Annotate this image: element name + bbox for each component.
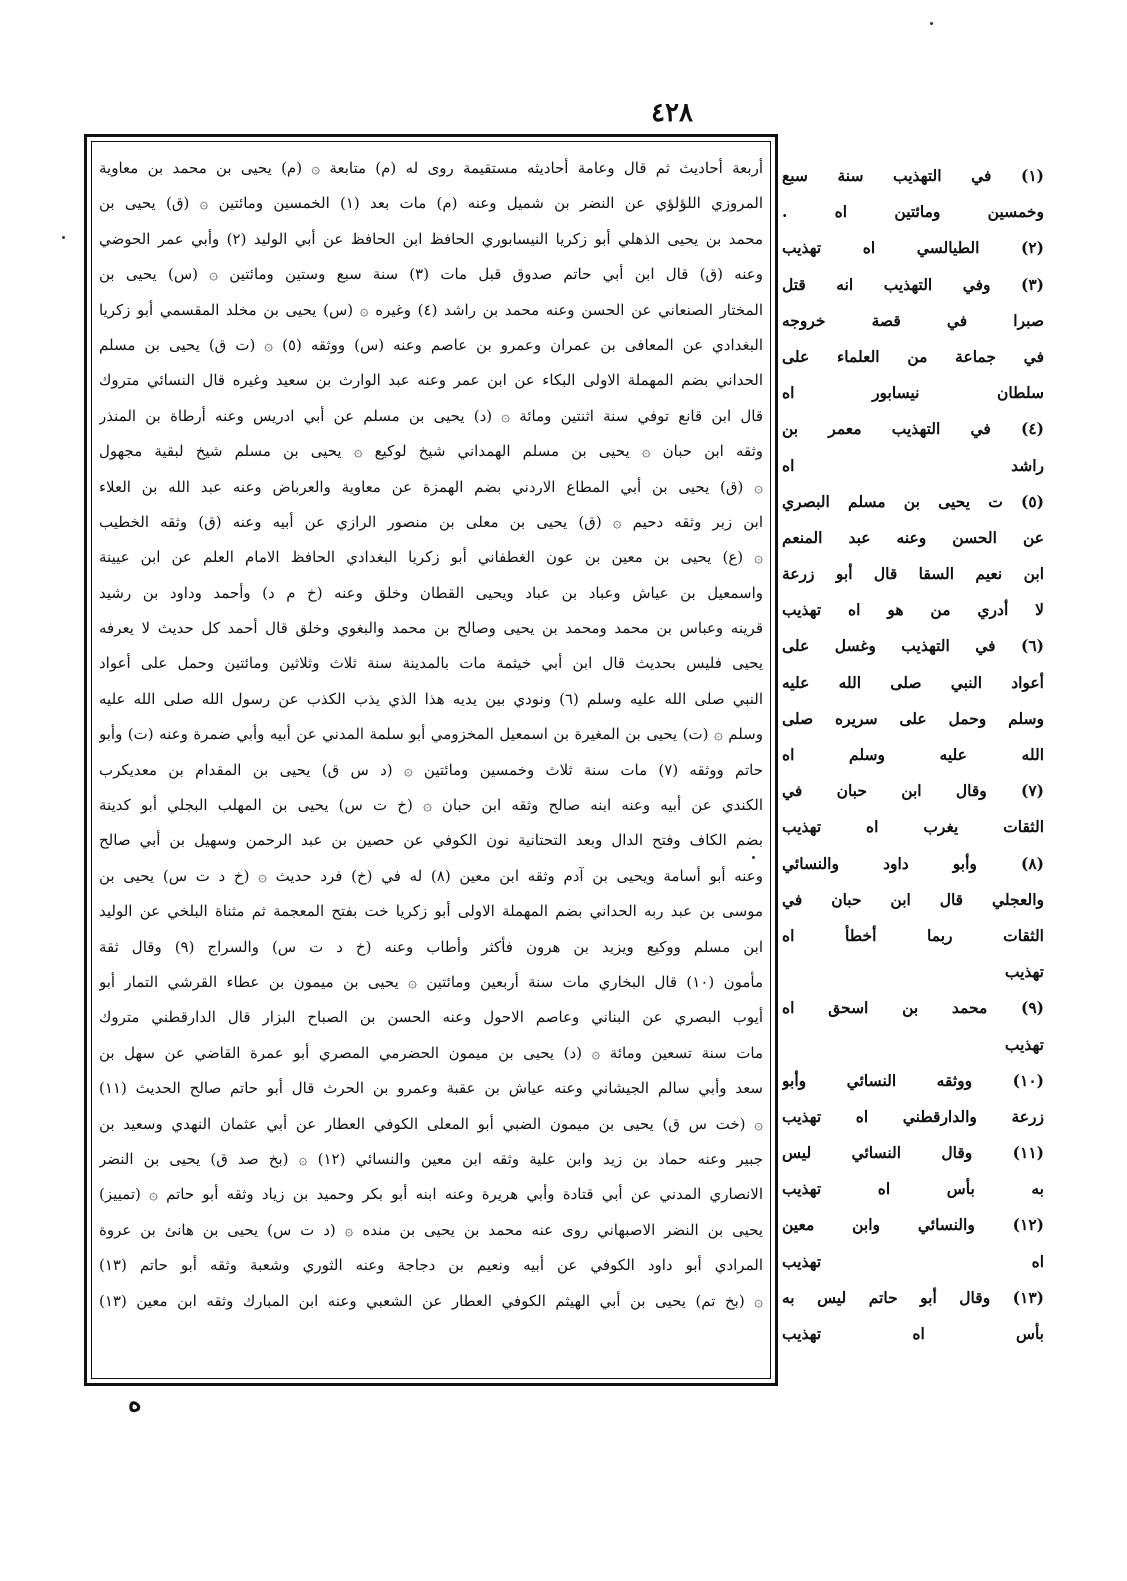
- main-text-line: سعد وأبي سالم الجيشاني وعنه عياش بن عقبة وعمرو بن الحرث قال أبو حاتم صالح الحديث (١١): [99, 1079, 763, 1098]
- main-text-line: قرينه وعباس بن محمد ومحمد بن يحيى وصالح بن محمد والبغوي وخلق قال أحمد كل حديث لا يعرفه: [99, 619, 763, 638]
- margin-note-line: زرعة والدارقطني اه تهذيب: [782, 1106, 1044, 1126]
- margin-note-line: (٢) الطيالسي اه تهذيب: [782, 238, 1044, 258]
- main-text-body: [99, 151, 763, 1371]
- margin-note-line: (١٣) وقال أبو حاتم ليس به: [782, 1287, 1044, 1307]
- margin-note-line: والعجلي قال ابن حبان في: [782, 889, 1044, 909]
- margin-note-line: (٧) وقال ابن حبان في: [782, 781, 1044, 801]
- footer-mark: ه: [128, 1388, 142, 1418]
- margin-note-line: (٥) ت يحيى بن مسلم البصري: [782, 491, 1044, 511]
- main-text-line: أيوب البصري عن البناني وعاصم الاحول وعنه الحسن بن الصباح البزار قال الدارقطني متروك: [99, 1008, 763, 1027]
- margin-note-line: سلطان نيسابور اه: [782, 383, 1044, 403]
- main-text-line: ابن مسلم ووكيع ويزيد بن هرون فأكثر وأطاب وعنه (خ د ت س) والسراج (٩) وقال ثقة: [99, 937, 763, 956]
- paper-speck: [930, 22, 933, 25]
- margin-note-line: أعواد النبي صلى الله عليه: [782, 672, 1044, 692]
- main-text-line: المرادي أبو داود الكوفي عن أبيه ونعيم بن دجاجة وعنه الثوري وشعبة وثقه أبو حاتم (١٣): [99, 1256, 763, 1275]
- main-text-line: البغدادي عن المعافى بن عمران وعمرو بن عاصم وعنه (س) ووثقه (٥) ۞ (ت ق) يحيى بن مسلم: [99, 335, 763, 354]
- margin-note-line: راشد اه: [782, 455, 1044, 475]
- main-text-line: النبي صلى الله عليه وسلم (٦) ونودي بين يديه هذا الذي يذب الكذب عن رسول الله صلى الله عليه: [99, 689, 763, 708]
- main-text-line: محمد بن يحيى الذهلي أبو زكريا النيسابوري الحافظ ابن الحافظ عن أبي الوليد (٢) وأبي عمر الحوضي: [99, 229, 763, 248]
- margin-note-line: (٦) في التهذيب وغسل على: [782, 636, 1044, 656]
- margin-note-line: عن الحسن وعنه عبد المنعم: [782, 527, 1044, 547]
- main-text-line: وعنه أبو أسامة ويحيى بن آدم وثقه ابن معين (٨) له في (خ) فرد حديث ۞ (خ د ت س) يحيى بن: [99, 866, 763, 885]
- margin-notes: [782, 158, 1044, 1388]
- margin-note-line: (٤) في التهذيب معمر بن: [782, 419, 1044, 439]
- main-text-line: جبير وعنه حماد بن زيد وابن علية وثقه ابن معين والنسائي (١٢) ۞ (بخ صد ق) يحيى بن النضر: [99, 1149, 763, 1168]
- main-text-line: الكندي عن أبيه وعنه ابنه صالح وثقه ابن حبان ۞ (خ ت س) يحيى بن المهلب البجلي أبو كدينة: [99, 796, 763, 815]
- main-text-line: مات سنة تسعين ومائة ۞ (د) يحيى بن ميمون الحضرمي المصري أبو عمرة القاضي عن سهل بن: [99, 1043, 763, 1062]
- paper-speck: [752, 856, 755, 859]
- margin-note-line: في جماعة من العلماء على: [782, 346, 1044, 366]
- margin-note-line: (١١) وقال النسائي ليس: [782, 1143, 1044, 1163]
- margin-note-line: (١٢) والنسائي وابن معين: [782, 1215, 1044, 1235]
- margin-note-line: (١) في التهذيب سنة سبع: [782, 166, 1044, 185]
- margin-note-line: الثقات ربما أخطأ اه: [782, 925, 1044, 945]
- margin-note-line: بأس اه تهذيب: [782, 1324, 1044, 1343]
- main-text-line: يحيى فليس بحديث قال ابن أبي خيثمة مات بالمدينة سنة ثلاث وثلاثين ومائتين وحمل على أعواد: [99, 654, 763, 673]
- margin-note-line: اه تهذيب: [782, 1251, 1044, 1271]
- margin-note-line: (١٠) ووثقه النسائي وأبو: [782, 1070, 1044, 1090]
- main-text-line: ۞ (خت س ق) يحيى بن ميمون الضبي أبو المعلى الكوفي العطار عن أبي عثمان النهدي وسعيد بن: [99, 1114, 763, 1133]
- main-text-line: وسلم ۞ (ت) يحيى بن المغيرة بن اسمعيل المخزومي أبو سلمة المدني عن أبيه وأبي ضمرة وعنه (ت) وأبو: [99, 725, 763, 744]
- page-number: ٤٢٨: [651, 98, 693, 128]
- main-text-line: ۞ (ق) يحيى بن أبي المطاع الاردني بضم الهمزة عن معاوية والعرباض وعنه عبد الله بن العلاء: [99, 477, 763, 496]
- paper-speck: [62, 236, 65, 239]
- margin-note-line: تهذيب: [1004, 962, 1044, 982]
- main-text-line: ۞ (بخ تم) يحيى بن أبي الهيثم الكوفي العطار عن الشعبي وعنه ابن المبارك وثقه ابن معين (١٣): [99, 1291, 763, 1310]
- margin-note-line: به بأس اه تهذيب: [782, 1179, 1044, 1199]
- main-text-line: أربعة أحاديث ثم قال وعامة أحاديثه مستقيمة روى له (م) متابعة ۞ (م) يحيى بن محمد بن معاوية: [99, 159, 763, 177]
- margin-note-line: ابن نعيم السقا قال أبو زرعة: [782, 564, 1044, 584]
- main-text-line: مأمون (١٠) قال البخاري مات سنة أربعين ومائتين ۞ يحيى بن ميمون بن عطاء القرشي التمار أبو: [99, 972, 763, 991]
- main-text-line: واسمعيل بن عياش وعباد بن عباد ويحيى القطان وخلق وعنه (خ م د) وأحمد وداود بن رشيد: [99, 583, 763, 602]
- margin-note-line: (٣) وفي التهذيب انه قتل: [782, 274, 1044, 294]
- margin-note-line: وخمسين ومائتين اه .: [782, 202, 1044, 222]
- margin-note-line: تهذيب: [1004, 1034, 1044, 1054]
- main-text-line: ۞ (ع) يحيى بن معين بن عون الغطفاني أبو زكريا البغدادي الحافظ الامام العلم عن ابن عيينة: [99, 548, 763, 567]
- main-text-line: ابن زبر وثقه دحيم ۞ (ق) يحيى بن معلى بن منصور الرازي عن أبيه وعنه (ق) وثقه الخطيب: [99, 512, 763, 531]
- main-text-line: وعنه (ق) قال ابن أبي حاتم صدوق قبل مات (٣) سنة سبع وستين ومائتين ۞ (س) يحيى بن: [99, 265, 763, 284]
- main-text-line: حاتم ووثقه (٧) مات سنة ثلاث وخمسين ومائتين ۞ (د س ق) يحيى بن المقدام بن معديكرب: [99, 760, 763, 779]
- margin-note-line: وسلم وحمل على سريره صلى: [782, 708, 1044, 728]
- main-text-line: الانصاري المدني عن أبي قتادة وأبي هريرة وعنه ابنه أبو بكر وحميد بن زياد وثقه أبو حاتم ۞ (تمييز): [99, 1185, 763, 1204]
- margin-note-line: (٨) وأبو داود والنسائي: [782, 853, 1044, 873]
- margin-note-line: الثقات يغرب اه تهذيب: [782, 817, 1044, 837]
- main-text-line: المختار الصنعاني عن الحسن وعنه محمد بن راشد (٤) وغيره ۞ (س) يحيى بن مخلد المقسمي أبو زكريا: [99, 300, 763, 319]
- main-text-line: موسى بن عبد ربه الحداني بضم المهملة الاولى أبو زكريا خت بفتح المعجمة ثم مثناة البلخي عن الوليد: [99, 902, 763, 921]
- margin-note-line: (٩) محمد بن اسحق اه: [782, 998, 1044, 1018]
- main-text-line: المروزي اللؤلؤي عن النضر بن شميل وعنه (م) مات بعد (١) الخمسين ومائتين ۞ (ق) يحيى بن: [99, 194, 763, 213]
- main-text-line: يحيى بن النضر الاصبهاني روى عنه محمد بن يحيى بن منده ۞ (د ت س) يحيى بن هانئ بن عروة: [99, 1220, 763, 1239]
- main-text-line: وثقه ابن حبان ۞ يحيى بن مسلم الهمداني شيخ لوكيع ۞ يحيى بن مسلم شيخ لبقية مجهول: [99, 442, 763, 461]
- main-text-frame: [84, 134, 778, 1386]
- main-text-line: قال ابن قانع توفي سنة اثنتين ومائة ۞ (د) يحيى بن مسلم عن أبي ادريس وعنه أرطاة بن المنذر: [99, 406, 763, 425]
- margin-note-line: لا أدري من هو اه تهذيب: [782, 600, 1044, 620]
- margin-note-line: صبرا في قصة خروجه: [782, 310, 1044, 330]
- main-text-line: بضم الكاف وفتح الدال وبعد التحتانية نون الكوفي عن حصين بن عبد الرحمن وسهيل بن أبي صالح: [99, 831, 763, 850]
- margin-note-line: الله عليه وسلم اه: [782, 745, 1044, 764]
- main-text-line: الحداني بضم المهملة الاولى البكاء عن ابن عمر وعنه عبد الوارث بن سعيد وغيره قال النسائي متروك: [99, 371, 763, 390]
